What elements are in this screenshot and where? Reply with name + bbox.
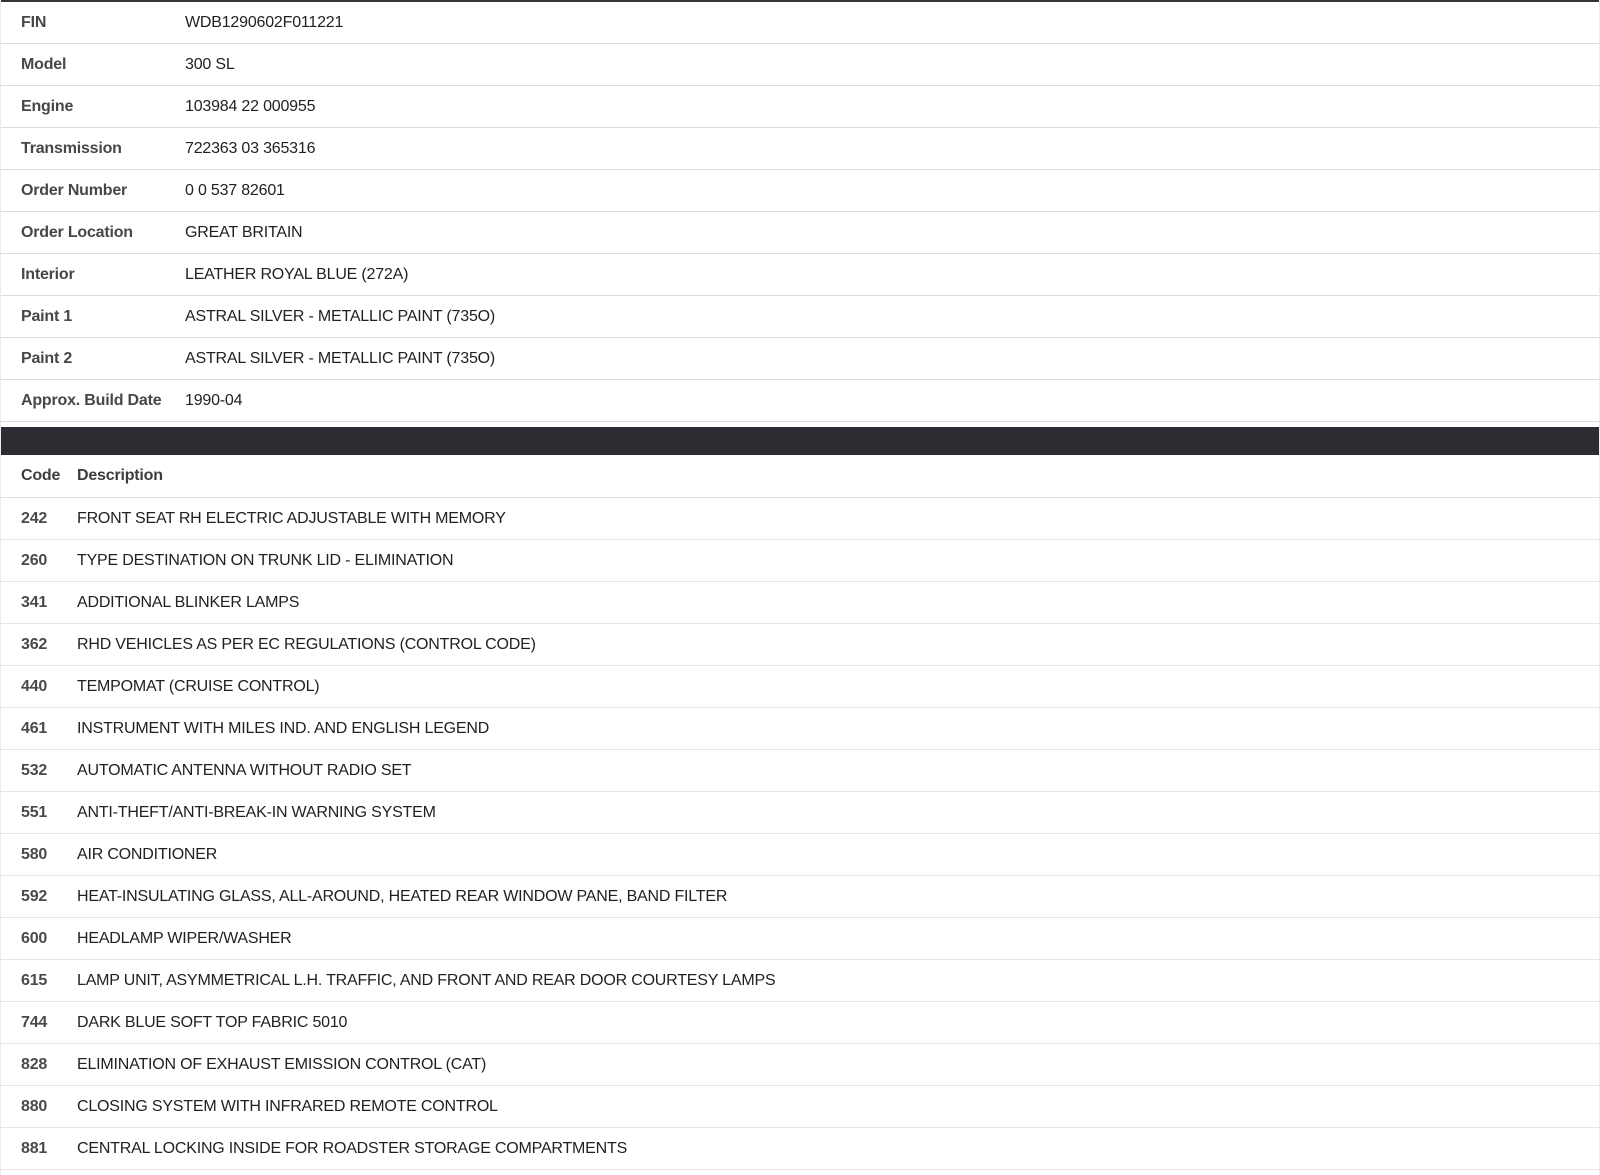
info-label-paint-1: Paint 1 bbox=[21, 307, 73, 325]
table-row bbox=[1, 918, 1599, 960]
option-code: 881 bbox=[21, 1139, 48, 1157]
option-code: 532 bbox=[21, 761, 48, 779]
option-description: HEADLAMP WIPER/WASHER bbox=[77, 929, 292, 947]
table-row bbox=[1, 170, 1599, 212]
table-row bbox=[1, 296, 1599, 338]
option-code: 440 bbox=[21, 677, 48, 695]
table-row bbox=[1, 960, 1599, 1002]
option-codes-table bbox=[1, 455, 1599, 1170]
option-description: DARK BLUE SOFT TOP FABRIC 5010 bbox=[77, 1013, 348, 1031]
codes-table-header bbox=[1, 455, 1599, 498]
info-value-order-number: 0 0 537 82601 bbox=[185, 181, 285, 199]
table-row bbox=[1, 338, 1599, 380]
option-code: 744 bbox=[21, 1013, 48, 1031]
info-label-build-date: Approx. Build Date bbox=[21, 391, 162, 409]
info-label-model: Model bbox=[21, 55, 67, 73]
table-row bbox=[1, 380, 1599, 422]
info-value-order-location: GREAT BRITAIN bbox=[185, 223, 303, 241]
option-description: HEAT-INSULATING GLASS, ALL-AROUND, HEATED REAR WINDOW PANE, BAND FILTER bbox=[77, 887, 728, 905]
option-description: LAMP UNIT, ASYMMETRICAL L.H. TRAFFIC, AND FRONT AND REAR DOOR COURTESY LAMPS bbox=[77, 971, 776, 989]
info-label-order-location: Order Location bbox=[21, 223, 133, 241]
option-description: INSTRUMENT WITH MILES IND. AND ENGLISH LEGEND bbox=[77, 719, 490, 737]
option-description: TYPE DESTINATION ON TRUNK LID - ELIMINATION bbox=[77, 551, 454, 569]
info-value-build-date: 1990-04 bbox=[185, 391, 243, 409]
column-header-description: Description bbox=[77, 467, 163, 484]
option-code: 828 bbox=[21, 1055, 48, 1073]
option-code: 461 bbox=[21, 719, 48, 737]
info-value-fin: WDB1290602F011221 bbox=[185, 13, 344, 31]
option-code: 242 bbox=[21, 509, 48, 527]
table-row bbox=[1, 582, 1599, 624]
table-row bbox=[1, 834, 1599, 876]
table-row bbox=[1, 1044, 1599, 1086]
table-row bbox=[1, 2, 1599, 44]
table-row bbox=[1, 86, 1599, 128]
table-row bbox=[1, 1128, 1599, 1170]
table-row bbox=[1, 1086, 1599, 1128]
info-value-transmission: 722363 03 365316 bbox=[185, 139, 316, 157]
option-code: 551 bbox=[21, 803, 48, 821]
info-value-paint-1: ASTRAL SILVER - METALLIC PAINT (735O) bbox=[185, 307, 496, 325]
info-value-paint-2: ASTRAL SILVER - METALLIC PAINT (735O) bbox=[185, 349, 496, 367]
option-description: TEMPOMAT (CRUISE CONTROL) bbox=[77, 677, 320, 695]
option-description: ANTI-THEFT/ANTI-BREAK-IN WARNING SYSTEM bbox=[77, 803, 436, 821]
option-description: ELIMINATION OF EXHAUST EMISSION CONTROL (CAT) bbox=[77, 1055, 487, 1073]
info-label-fin: FIN bbox=[21, 13, 47, 31]
option-description: AUTOMATIC ANTENNA WITHOUT RADIO SET bbox=[77, 761, 412, 779]
info-label-interior: Interior bbox=[21, 265, 75, 283]
option-code: 260 bbox=[21, 551, 48, 569]
info-value-interior: LEATHER ROYAL BLUE (272A) bbox=[185, 265, 409, 283]
option-code: 615 bbox=[21, 971, 48, 989]
info-label-order-number: Order Number bbox=[21, 181, 128, 199]
option-code: 580 bbox=[21, 845, 48, 863]
table-row bbox=[1, 212, 1599, 254]
option-description: CENTRAL LOCKING INSIDE FOR ROADSTER STORAGE COMPARTMENTS bbox=[77, 1139, 628, 1157]
table-row bbox=[1, 708, 1599, 750]
option-code: 341 bbox=[21, 593, 48, 611]
option-description: ADDITIONAL BLINKER LAMPS bbox=[77, 593, 300, 611]
info-label-engine: Engine bbox=[21, 97, 74, 115]
table-row bbox=[1, 750, 1599, 792]
info-value-engine: 103984 22 000955 bbox=[185, 97, 316, 115]
option-code: 880 bbox=[21, 1097, 48, 1115]
table-row bbox=[1, 44, 1599, 86]
table-row bbox=[1, 254, 1599, 296]
info-label-transmission: Transmission bbox=[21, 139, 122, 157]
option-description: FRONT SEAT RH ELECTRIC ADJUSTABLE WITH MEMORY bbox=[77, 509, 506, 527]
info-value-model: 300 SL bbox=[185, 55, 235, 73]
table-row bbox=[1, 498, 1599, 540]
table-row bbox=[1, 540, 1599, 582]
table-row bbox=[1, 792, 1599, 834]
table-row bbox=[1, 666, 1599, 708]
table-row bbox=[1, 624, 1599, 666]
vehicle-info-table bbox=[1, 0, 1599, 422]
table-row bbox=[1, 128, 1599, 170]
option-code: 600 bbox=[21, 929, 48, 947]
table-row bbox=[1, 876, 1599, 918]
table-row bbox=[1, 1002, 1599, 1044]
option-code: 592 bbox=[21, 887, 48, 905]
option-description: RHD VEHICLES AS PER EC REGULATIONS (CONTROL CODE) bbox=[77, 635, 536, 653]
option-description: AIR CONDITIONER bbox=[77, 845, 218, 863]
option-description: CLOSING SYSTEM WITH INFRARED REMOTE CONTROL bbox=[77, 1097, 498, 1115]
info-label-paint-2: Paint 2 bbox=[21, 349, 73, 367]
option-code: 362 bbox=[21, 635, 48, 653]
section-divider-bar bbox=[1, 427, 1599, 455]
column-header-code: Code bbox=[21, 467, 61, 484]
